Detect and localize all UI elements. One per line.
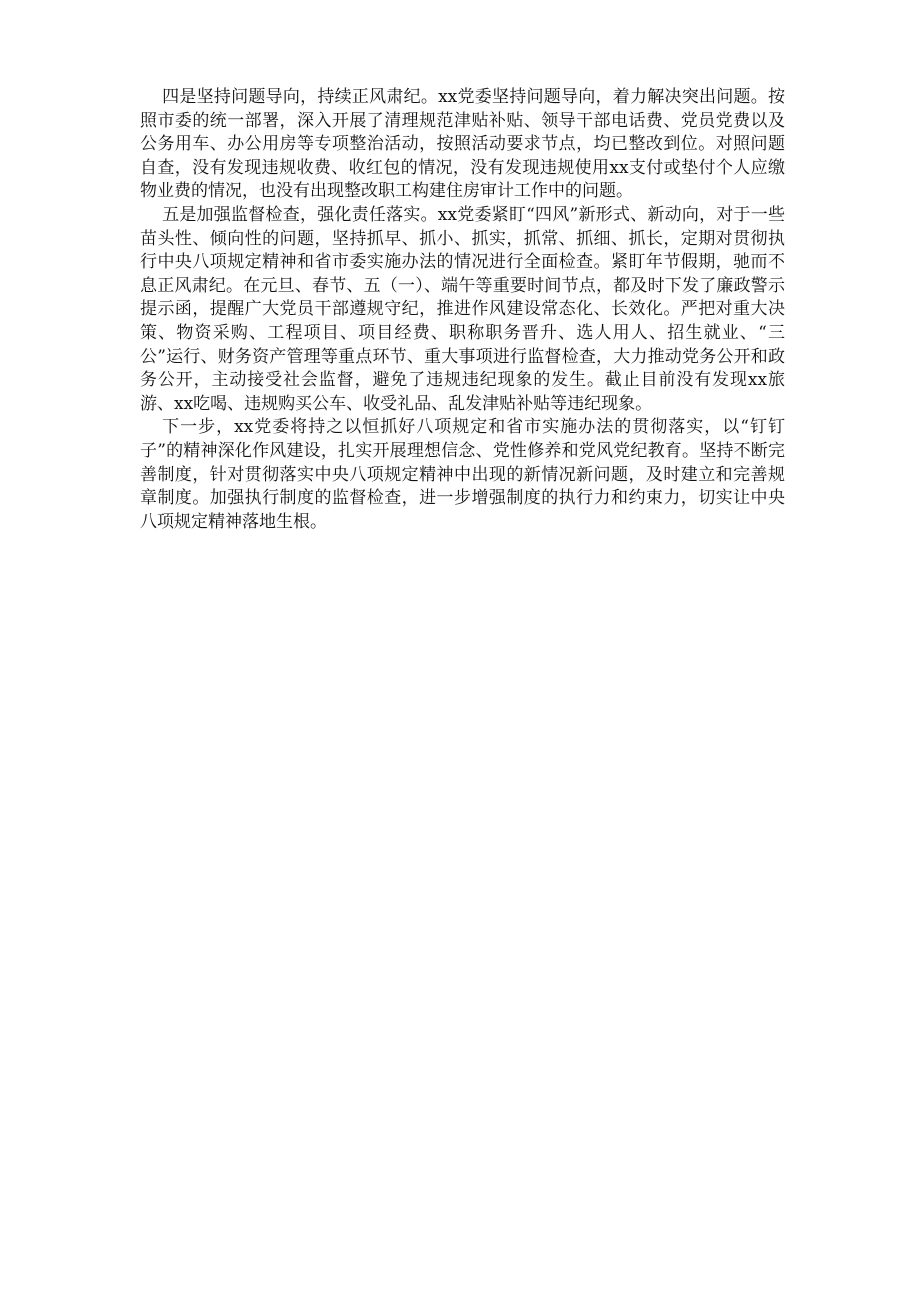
paragraph-next-steps: 下一步，xx党委将持之以恒抓好八项规定和省市实施办法的贯彻落实，以“钉钉子”的精神深化作风建设，扎实开展理想信念、党性修养和党风党纪教育。坚持不断完善制度，针对贯彻落实中央八项规定精神中出现的新情况新问题，及时建立和完善规章制度。加强执行制度的监督检查，进一步增强制度的执行力和约束力，切实让中央八项规定精神落地生根。 bbox=[140, 417, 785, 532]
paragraph-problem-orientation: 四是坚持问题导向，持续正风肃纪。xx党委坚持问题导向，着力解决突出问题。按照市委的统一部署，深入开展了清理规范津贴补贴、领导干部电话费、党员党费以及公务用车、办公用房等专项整治活动，按照活动要求节点，均已整改到位。对照问题自查，没有发现违规收费、收红包的情况，没有发现违规使用xx支付或垫付个人应缴物业费的情况，也没有出现整改职工构建住房审计工作中的问题。 bbox=[140, 87, 785, 202]
document-body bbox=[140, 86, 785, 534]
paragraph-supervision-inspection: 五是加强监督检查，强化责任落实。xx党委紧盯“四风”新形式、新动向，对于一些苗头性、倾向性的问题，坚持抓早、抓小、抓实，抓常、抓细、抓长，定期对贯彻执行中央八项规定精神和省市委实施办法的情况进行全面检查。紧盯年节假期，驰而不息正风肃纪。在元旦、春节、五（一）、端午等重要时间节点，都及时下发了廉政警示提示函，提醒广大党员干部遵规守纪，推进作风建设常态化、长效化。严把对重大决策、物资采购、工程项目、项目经费、职称职务晋升、选人用人、招生就业、“三公”运行、财务资产管理等重点环节、重大事项进行监督检查，大力推动党务公开和政务公开，主动接受社会监督，避免了违规违纪现象的发生。截止目前没有发现xx旅游、xx吃喝、违规购买公车、收受礼品、乱发津贴补贴等违纪现象。 bbox=[140, 204, 785, 414]
